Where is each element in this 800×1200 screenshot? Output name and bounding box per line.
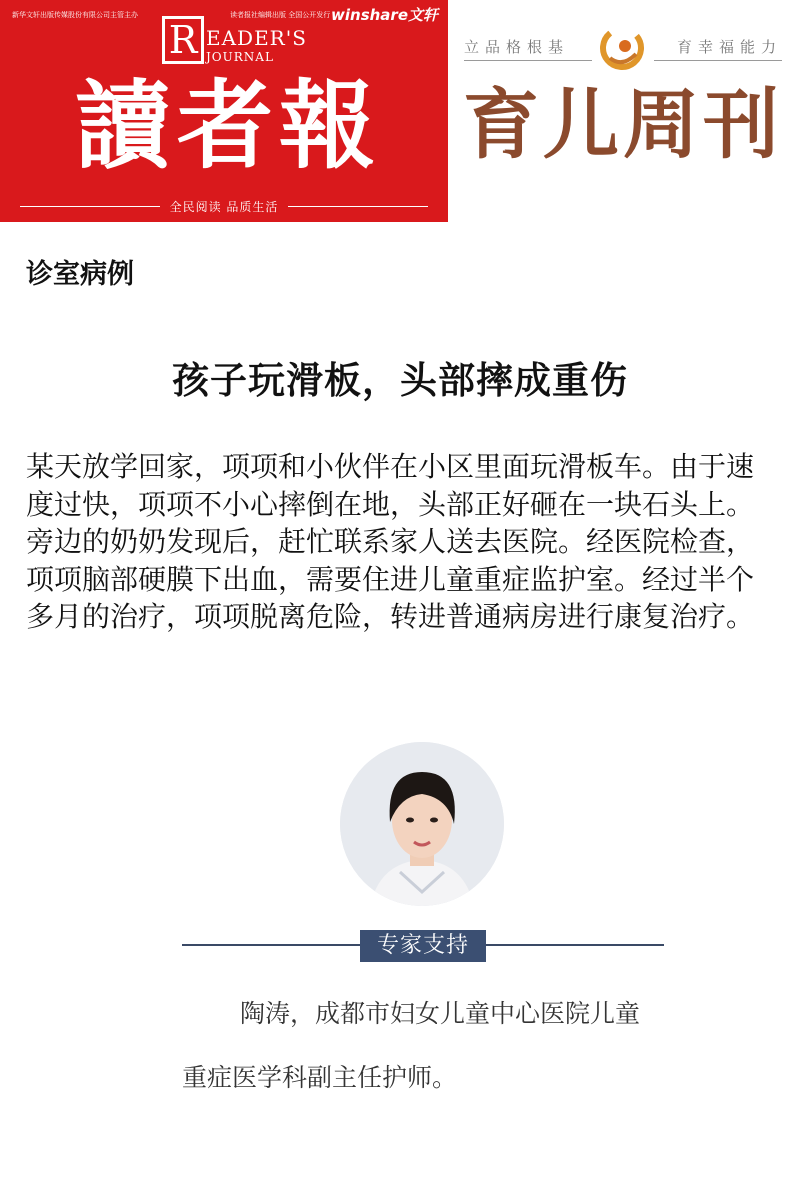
expert-avatar (340, 742, 504, 906)
expert-bio-line-1: 陶涛，成都市妇女儿童中心医院儿童 (240, 999, 641, 1028)
expert-bio-line-2: 重症医学科副主任护师。 (182, 1063, 458, 1092)
swirl-logo-icon (598, 24, 646, 72)
section-label: 诊室病例 (26, 259, 134, 290)
slogan-divider-right (288, 206, 428, 207)
article-body: 某天放学回家，项项和小伙伴在小区里面玩滑板车。由于速度过快，项项不小心摔倒在地，头部正好砸在一块石头上。旁边的奶奶发现后，赶忙联系家人送去医院。经医院检查，项项脑部硬膜下出血，需要住进儿童重症监护室。经过半个多月的治疗，项项脱离危险，转进普通病房进行康复治疗。 (26, 450, 755, 633)
expert-divider-left (182, 944, 360, 946)
tagline-left: 立品格根基 (464, 38, 570, 56)
logo-word-journal: JOURNAL (206, 50, 274, 64)
expert-badge: 专家支持 (360, 930, 486, 962)
article-headline: 孩子玩滑板，头部摔成重伤 (172, 358, 628, 402)
tagline-underline-right (654, 60, 782, 61)
expert-divider-right (486, 944, 664, 946)
supplement-title: 育儿周刊 (463, 80, 783, 169)
publisher-line-2: 读者报社编辑出版 全国公开发行 (230, 11, 331, 19)
tagline-right: 育幸福能力 (676, 38, 782, 56)
publisher-line: 新华文轩出版传媒股份有限公司主管主办 (12, 11, 138, 19)
readers-journal-masthead (0, 0, 448, 222)
logo-letter-box: R (162, 16, 204, 64)
newspaper-title: 讀者報 (75, 69, 381, 182)
tagline-underline-left (464, 60, 592, 61)
logo-word-readers: EADER'S (206, 26, 307, 50)
slogan: 全民阅读 品质生活 (169, 199, 279, 214)
slogan-row (20, 196, 428, 216)
winshare-brand: winshare文轩 (331, 6, 438, 24)
slogan-divider-left (20, 206, 160, 207)
readers-journal-logo (162, 16, 312, 68)
